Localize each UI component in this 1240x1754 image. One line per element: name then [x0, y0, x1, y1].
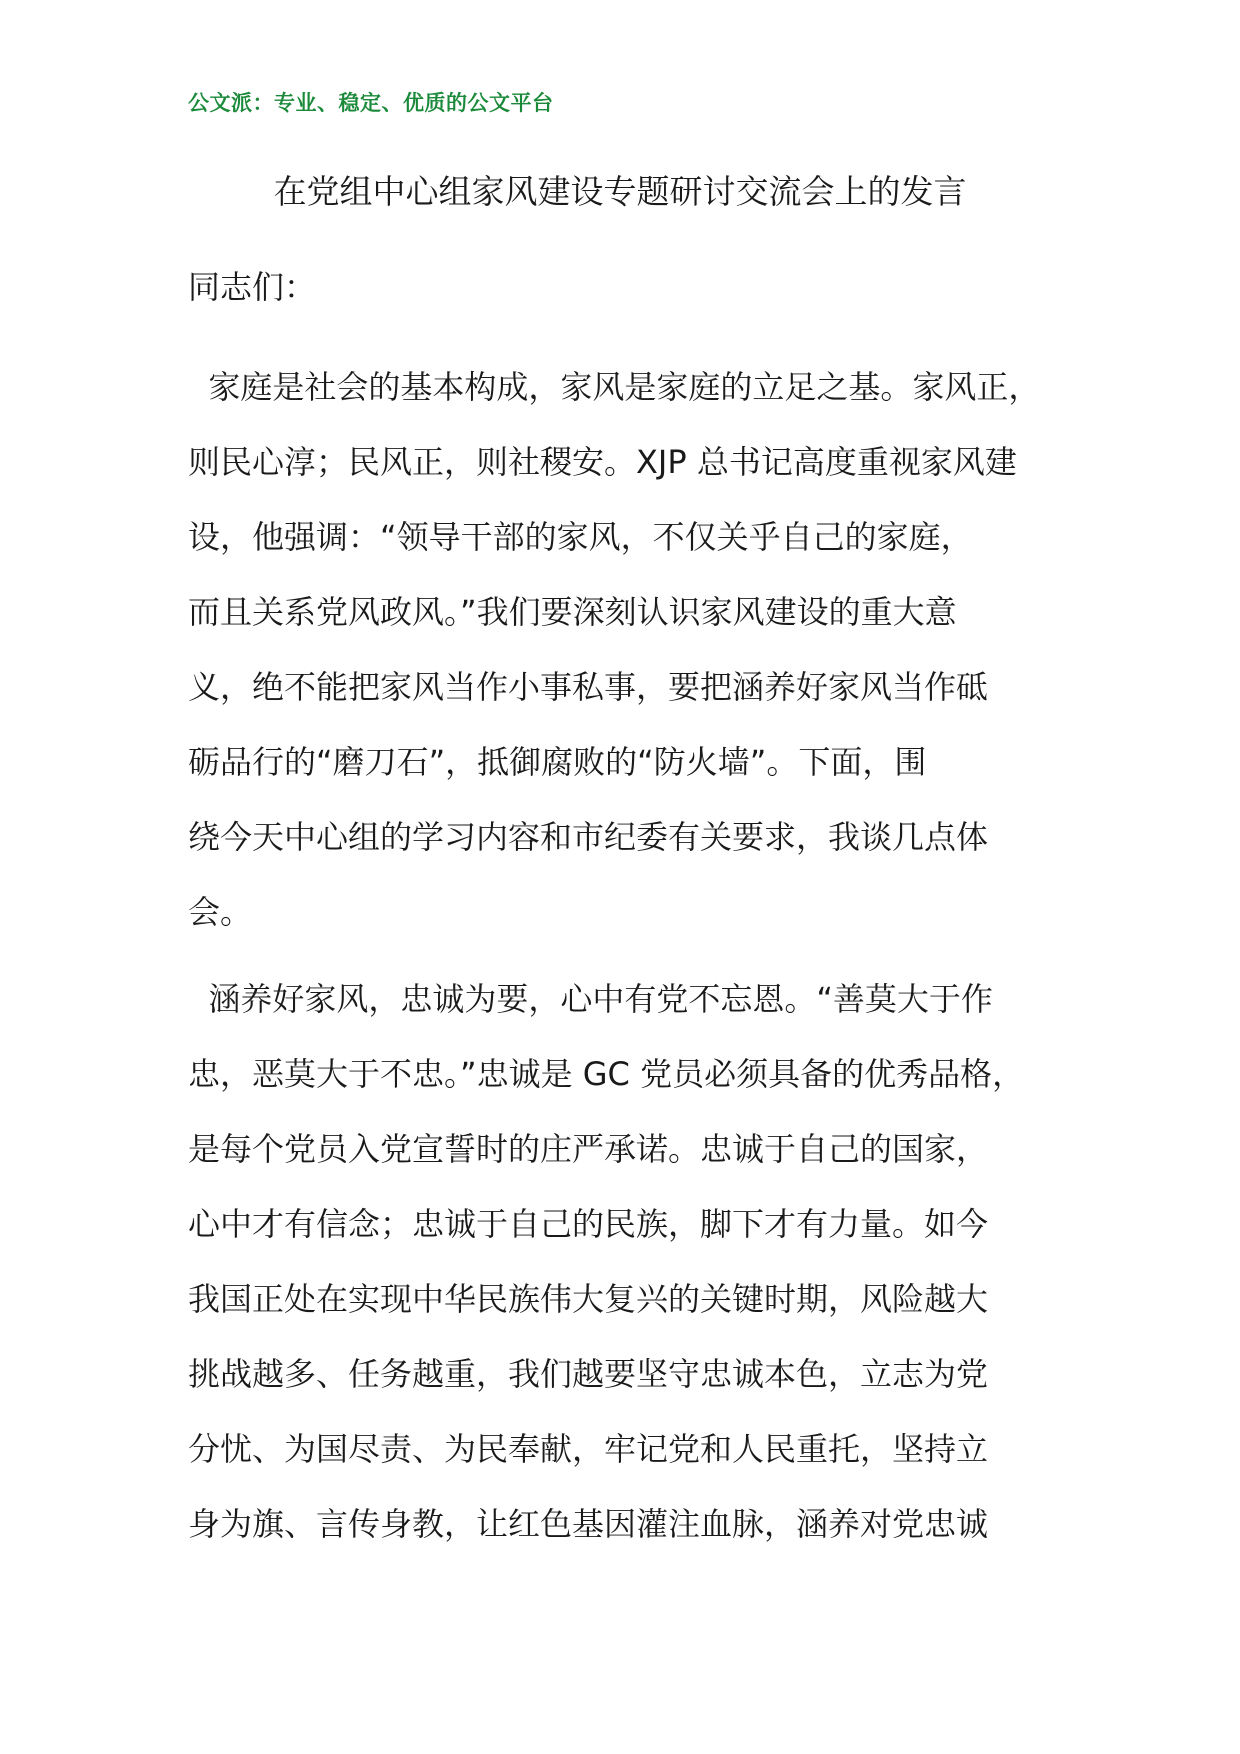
paragraph-line: 设，他强调：“领导干部的家风，不仅关乎自己的家庭， [188, 518, 973, 556]
paragraph-line: 心中才有信念；忠诚于自己的民族，脚下才有力量。如今 [188, 1205, 989, 1243]
platform-header: 公文派：专业、稳定、优质的公文平台 [188, 90, 554, 115]
salutation [188, 250, 1098, 325]
paragraph-line: 而且关系党风政风。”我们要深刻认识家风建设的重大意 [188, 593, 957, 631]
document-title: 在党组中心组家风建设专题研讨交流会上的发言 [273, 172, 967, 211]
salutation-line: 同志们： [188, 268, 317, 306]
paragraph-line: 分忧、为国尽责、为民奉献，牢记党和人民重托，坚持立 [188, 1430, 989, 1468]
paragraph-line: 绕今天中心组的学习内容和市纪委有关要求，我谈几点体 [188, 818, 989, 856]
paragraph-line: 涵养好家风，忠诚为要，心中有党不忘恩。“善莫大于作 [188, 980, 993, 1018]
paragraph-1 [188, 350, 1098, 950]
paragraph-line: 身为旗、言传身教，让红色基因灌注血脉，涵养对党忠诚 [188, 1505, 989, 1543]
paragraph-line: 是每个党员入党宣誓时的庄严承诺。忠诚于自己的国家， [188, 1130, 989, 1168]
paragraph-2 [188, 962, 1098, 1562]
paragraph-line: 忠，恶莫大于不忠。”忠诚是 GC 党员必须具备的优秀品格， [188, 1055, 1025, 1093]
paragraph-line: 会。 [188, 893, 253, 931]
paragraph-line: 则民心淳；民风正，则社稷安。XJP 总书记高度重视家风建 [188, 443, 1017, 481]
paragraph-line: 砺品行的“磨刀石”，抵御腐败的“防火墙”。下面，围 [188, 743, 927, 781]
paragraph-line: 挑战越多、任务越重，我们越要坚守忠诚本色，立志为党 [188, 1355, 989, 1393]
paragraph-line: 义，绝不能把家风当作小事私事，要把涵养好家风当作砥 [188, 668, 989, 706]
paragraph-line: 我国正处在实现中华民族伟大复兴的关键时期，风险越大 [188, 1280, 989, 1318]
paragraph-line: 家庭是社会的基本构成，家风是家庭的立足之基。家风正， [188, 368, 1041, 406]
